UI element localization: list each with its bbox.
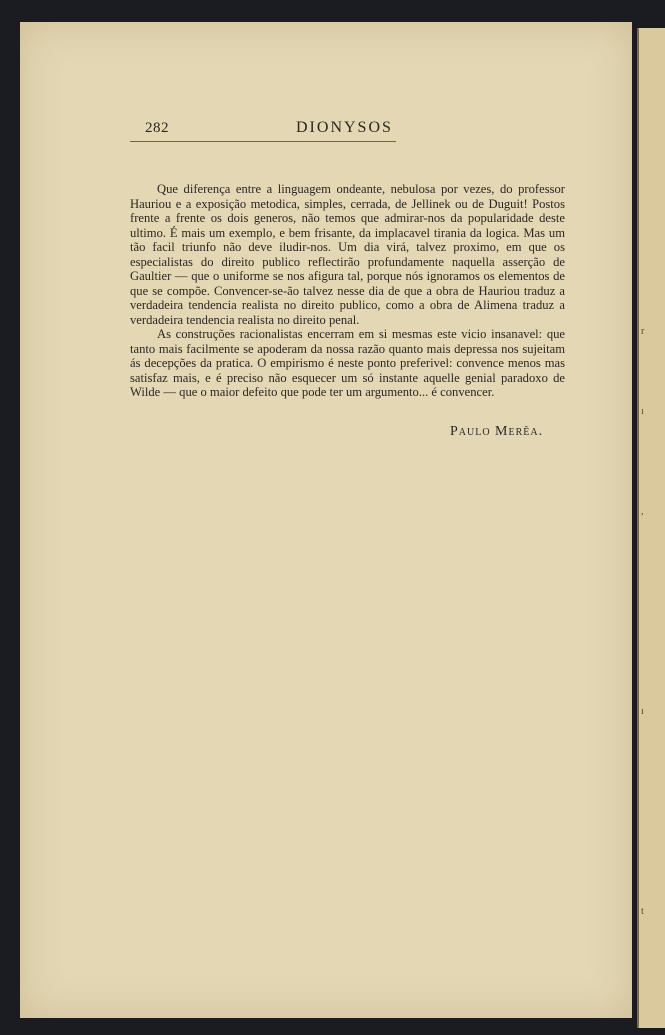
author-signature: Paulo Merêa. [450, 424, 544, 439]
page-number: 282 [145, 120, 169, 136]
paragraph: Que diferença entre a linguagem ondeante, nebulosa por vezes, do professor Hauriou e a exposição metodica, simples, cerrada, de Jellinek ou de Duguit! Postos frente a frente os dois generos, não temos que admirar-nos da popularidade deste ultimo. É mais um exemplo, e bem frisante, da implacavel tirania da logica. Mas um tão facil triunfo não deve iludir-nos. Um dia virá, talvez proximo, em que os especialistas do direito publico reflectirão profundamente naquella asserção de Gaultier — que o uniforme se nos afigura tal, porque nós ignoramos os elementos de que se compõe. Convencer-se-ão talvez nesse dia de que a obra de Hauriou traduz a verdadeira tendencia realista no direito publico, como a obra de Alimena traduz a verdadeira tendencia realista no direito penal. [130, 182, 565, 327]
body-text [130, 182, 565, 400]
running-title: DIONYSOS [296, 119, 393, 136]
adjacent-page-edge: r ı , ı t [637, 28, 665, 1028]
paragraph: As construções racionalistas encerram em si mesmas este vicio insanavel: que tanto mais facilmente se apoderam da nossa razão quanto mais depressa nos sujeitam ás decepções da pratica. O empirismo é neste ponto preferivel: convence menos mas satisfaz mais, e é preciso não esquecer um só instante aquelle genial paradoxo de Wilde — que o maior defeito que pode ter um argumento... é convencer. [130, 327, 565, 399]
page-header [130, 118, 396, 142]
header-rule [130, 141, 396, 142]
book-page [20, 22, 632, 1018]
